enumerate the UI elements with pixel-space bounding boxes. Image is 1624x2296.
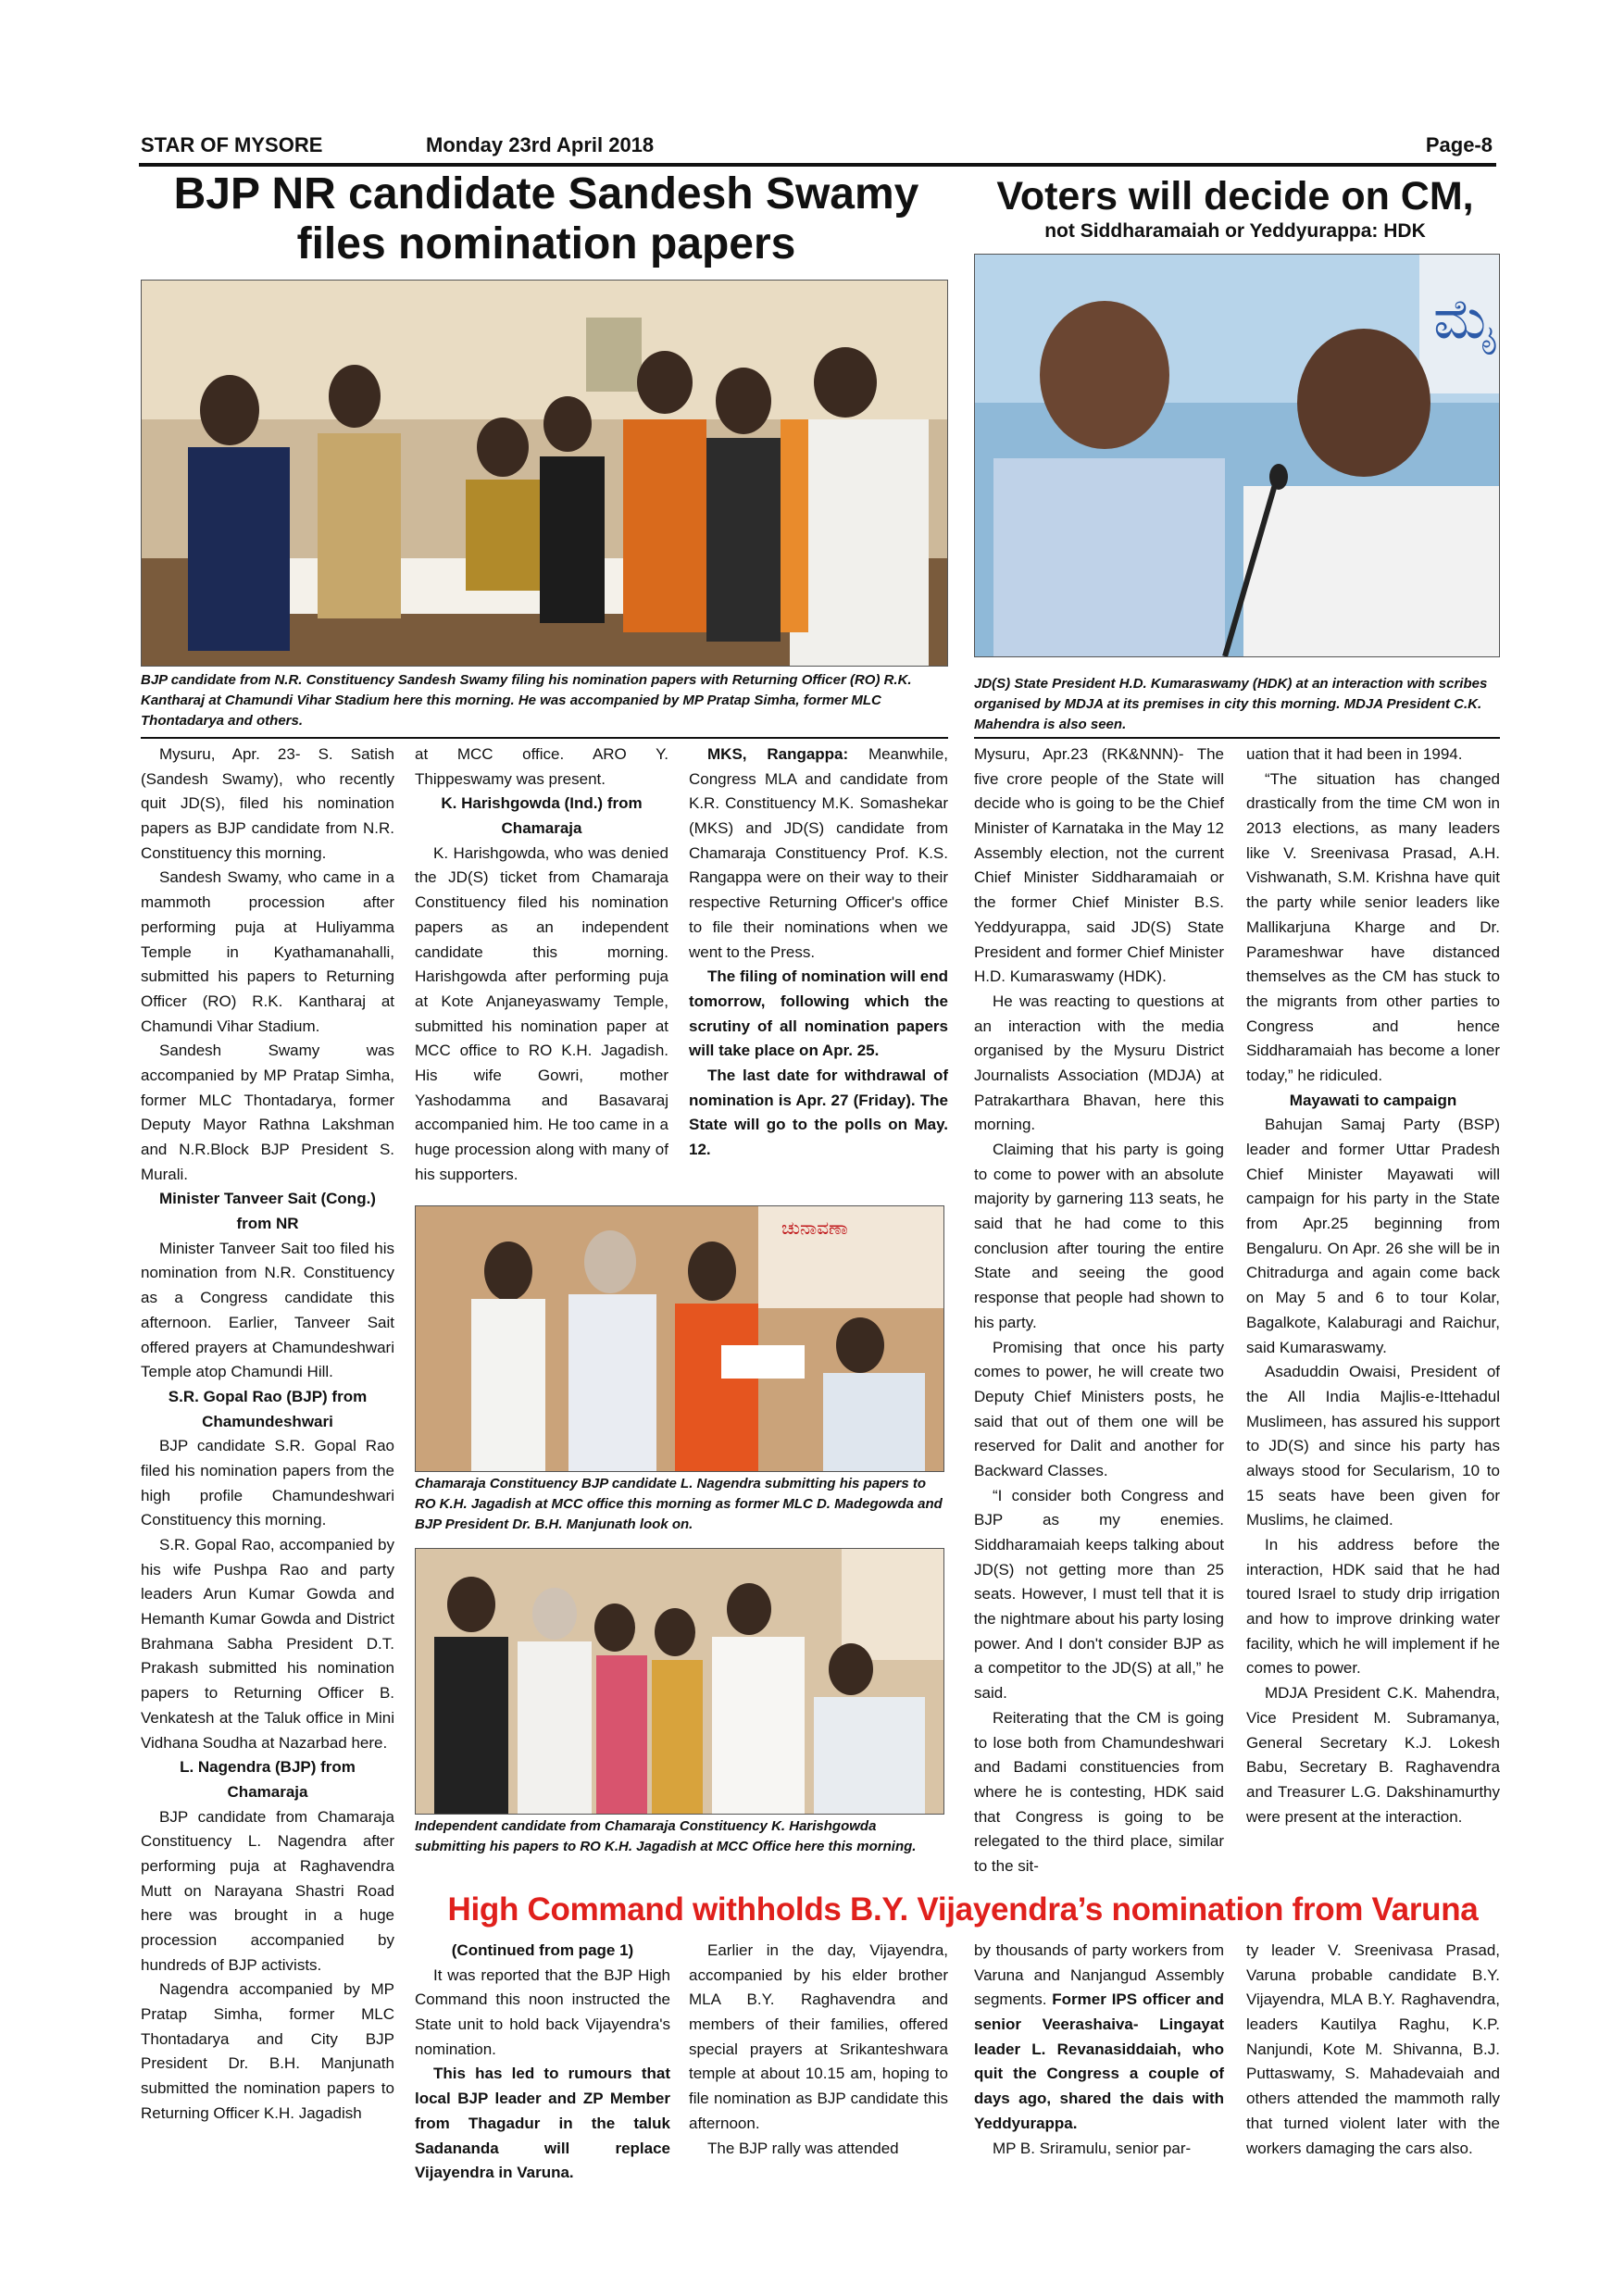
subhead-gopal-rao: S.R. Gopal Rao (BJP) from Chamundeshwari bbox=[168, 1387, 368, 1430]
hdk-photo bbox=[974, 254, 1500, 657]
paragraph: Meanwhile, Congress MLA and candidate from K.R. Constituency M.K. Somashekar (MKS) and JD(S) candidate from Chamaraja Constituency Prof. K.S. Rangappa were on their way to their respective Returning Officer's office to file their nominations when we went to the Press. bbox=[689, 745, 948, 961]
caption-rule-right bbox=[974, 737, 1500, 739]
paragraph: Claiming that his party is going to come to power with an absolute majority by garnering 113 seats, he said that he had come to this conclusion after touring the entire State and seeing the good response that people had shown to his party. bbox=[974, 1141, 1224, 1331]
paragraph: S.R. Gopal Rao, accompanied by his wife Pushpa Rao and party leaders Arun Kumar Gowda and Hemanth Kumar Gowda and District Brahmana Sabha President D.T. Prakash submitted his nomination papers to Returning Officer B. Venkatesh at the Taluk office in Mini Vidhana Soudha at Nazarbad here. bbox=[141, 1536, 394, 1752]
issue-date: Monday 23rd April 2018 bbox=[426, 133, 655, 156]
paragraph: Mysuru, Apr. 23- S. Satish (Sandesh Swamy), who recently quit JD(S), filed his nomination papers as BJP candidate from N.R. Constituency this morning. bbox=[141, 745, 394, 862]
left-story-column-1 bbox=[141, 742, 394, 2127]
masthead bbox=[139, 130, 1496, 167]
harishgowda-photo bbox=[415, 1548, 944, 1815]
paragraph: The filing of nomination will end tomorrow, following which the scrutiny of all nomination papers will take place on Apr. 25. bbox=[689, 967, 948, 1060]
left-headline-line2: files nomination papers bbox=[296, 218, 796, 268]
paragraph: Sandesh Swamy was accompanied by MP Pratap Simha, former MLC Thontadarya, former Deputy Mayor Rathna Lakshman and N.R.Block BJP President S. Murali. bbox=[141, 1042, 394, 1183]
left-headline-line1: BJP NR candidate Sandesh Swamy bbox=[173, 169, 919, 218]
paragraph: Reiterating that the CM is going to lose both from Chamundeshwari and Badami constituencies from where he is contesting, HDK said that Congress is going to be relegated to the third place, similar to the sit- bbox=[974, 1708, 1224, 1875]
paragraph: In his address before the interaction, HDK said that he had toured Israel to study drip irrigation and how to improve drinking water facility, which he will implement if he comes to power. bbox=[1246, 1536, 1500, 1678]
paragraph: “The situation has changed drastically from the time CM won in 2013 elections, as many leaders like V. Sreenivasa Prasad, A.H. Vishwanath, S.M. Krishna have quit the party while senior leaders like Mallikarjuna Kharge and Dr. Parameshwar have distanced themselves as the CM has stuck to the migrants from other parties to Congress and hence Siddharamaiah has become a loner today,” he ridiculed. bbox=[1246, 769, 1500, 1084]
right-headline: Voters will decide on CM, bbox=[996, 174, 1474, 218]
vijayendra-column-2 bbox=[689, 1939, 948, 2161]
nomination-photo bbox=[141, 280, 948, 667]
right-subhead: not Siddharamaiah or Yeddyurappa: HDK bbox=[1044, 220, 1426, 242]
paragraph: It was reported that the BJP High Command this noon instructed the State unit to hold back Vijayendra's nomination. bbox=[415, 1965, 670, 2058]
paragraph: BJP candidate S.R. Gopal Rao filed his nomination papers from the high profile Chamundeshwari Constituency this morning. bbox=[141, 1437, 394, 1529]
rangappa-lead: MKS, Rangappa: bbox=[707, 745, 849, 763]
left-story-column-2 bbox=[415, 742, 668, 1187]
subhead-mayawati: Mayawati to campaign bbox=[1289, 1091, 1457, 1109]
paragraph: Earlier in the day, Vijayendra, accompanied by his elder brother MLA B.Y. Raghavendra and members of their families, offered special prayers at Srikanteshwara temple at about 10.15 am, hoping to file nomination as BJP candidate this afternoon. bbox=[689, 1941, 948, 2132]
page-number: Page-8 bbox=[1425, 133, 1493, 156]
paragraph: Bahujan Samaj Party (BSP) leader and former Uttar Pradesh Chief Minister Mayawati will campaign for his party in the State from Apr.25 beginning from Bengaluru. On Apr. 26 she will be in Chitradurga and again come back on May 5 and 6 to tour Kolar, Bagalkote, Kalaburagi and Raichur, said Kumaraswamy. bbox=[1246, 1116, 1500, 1356]
paragraph: ty leader V. Sreenivasa Prasad, Varuna probable candidate B.Y. Vijayendra, MLA B.Y. Raghavendra, leaders Kautilya Raghu, K.P. Nanjundi, Kote M. Shivanna, B.J. Puttaswamy, S. Mahadevaiah and others attended the mammoth rally that turned violent later with the workers damaging the cars also. bbox=[1246, 1941, 1500, 2157]
paragraph: uation that it had been in 1994. bbox=[1246, 745, 1463, 763]
paragraph: MP B. Sriramulu, senior par- bbox=[993, 2139, 1192, 2157]
subhead-tanveer-sait: Minister Tanveer Sait (Cong.) from NR bbox=[159, 1190, 376, 1233]
paragraph: Asaduddin Owaisi, President of the All India Majlis-e-Ittehadul Muslimeen, has assured his support to JD(S) and since his party has always stood for Secularism, 10 to 15 seats have been given for Muslims, he claimed. bbox=[1246, 1363, 1500, 1529]
vijayendra-column-1 bbox=[415, 1939, 670, 2186]
harishgowda-photo-caption: Independent candidate from Chamaraja Constituency K. Harishgowda submitting his papers to RO K.H. Jagadish at MCC Office here this morning. bbox=[415, 1818, 917, 1854]
caption-rule-left bbox=[141, 737, 948, 739]
hdk-photo-caption: JD(S) State President H.D. Kumaraswamy (HDK) at an interaction with scribes organised by MDJA at its premises in city this morning. MDJA President C.K. Mahendra is also seen. bbox=[974, 676, 1488, 732]
paragraph: The BJP rally was attended bbox=[707, 2139, 899, 2157]
left-headline bbox=[139, 169, 954, 269]
paragraph: He was reacting to questions at an interaction with the media organised by the Mysuru District Journalists Association (MDJA) at Patrakarthara Bhavan, here this morning. bbox=[974, 992, 1224, 1134]
paragraph: MDJA President C.K. Mahendra, Vice President M. Subramanya, General Secretary K.J. Lokesh Babu, Secretary B. Raghavendra and Treasurer L.G. Dakshinamurthy were present at the interaction. bbox=[1246, 1684, 1500, 1826]
paragraph: K. Harishgowda, who was denied the JD(S) ticket from Chamaraja Constituency filed his nomination papers as an independent candidate this morning. Harishgowda after performing puja at Kote Anjaneyaswamy Temple, submitted his nomination paper at MCC office to RO K.H. Jagadish. His wife Gowri, mother Yashodamma and Basavaraj accompanied him. He too came in a huge procession along with many of his supporters. bbox=[415, 843, 668, 1183]
right-story-column-1 bbox=[974, 742, 1224, 1879]
paragraph: BJP candidate from Chamaraja Constituency L. Nagendra after performing puja at Raghavendra Mutt on Narayana Shastri Road here was brought in a huge procession accompanied by hundreds of BJP activists. bbox=[141, 1807, 394, 1974]
continued-label: (Continued from page 1) bbox=[451, 1941, 634, 1959]
paragraph: by thousands of party workers from Varuna and Nanjangud Assembly segments. bbox=[974, 1941, 1224, 2009]
subhead-nagendra: L. Nagendra (BJP) from Chamaraja bbox=[180, 1758, 356, 1801]
revanasiddaiah-text: Former IPS officer and senior Veerashaiva- Lingayat leader L. Revanasiddaiah, who quit the Congress a couple of days ago, shared the dais with Yeddyurappa. bbox=[974, 1990, 1224, 2132]
nagendra-photo-caption: Chamaraja Constituency BJP candidate L. Nagendra submitting his papers to RO K.H. Jagadish at MCC office this morning as former MLC D. Madegowda and BJP President Dr. B.H. Manjunath look on. bbox=[415, 1476, 943, 1532]
paragraph: at MCC office. ARO Y. Thippeswamy was present. bbox=[415, 745, 668, 788]
svg-text:ಚುನಾವಣಾ: ಚುನಾವಣಾ bbox=[781, 1217, 848, 1239]
paper-name: STAR OF MYSORE bbox=[141, 133, 323, 156]
paragraph: Mysuru, Apr.23 (RK&NNN)- The five crore people of the State will decide who is going to be the Chief Minister of Karnataka in the May 12 Assembly election, not the current Chief Minister Siddharamaiah or the former Chief Minister B.S. Yeddyurappa, said JD(S) State President and former Chief Minister H.D. Kumaraswamy (HDK). bbox=[974, 745, 1224, 986]
vijayendra-headline: High Command withholds B.Y. Vijayendra’s nomination from Varuna bbox=[447, 1891, 1479, 1928]
svg-text:ಮೈ: ಮೈ bbox=[1433, 287, 1498, 352]
nomination-photo-caption: BJP candidate from N.R. Constituency Sandesh Swamy filing his nomination papers with Returning Officer (RO) R.K. Kantharaj at Chamundi Vihar Stadium here this morning. He was accompanied by MP Pratap Simha, former MLC Thontadarya and others. bbox=[141, 672, 912, 729]
vijayendra-column-4 bbox=[1246, 1939, 1500, 2161]
paragraph: Nagendra accompanied by MP Pratap Simha, former MLC Thontadarya and City BJP President Dr. B.H. Manjunath submitted the nomination papers to Returning Officer K.H. Jagadish bbox=[141, 1980, 394, 2122]
paragraph: The last date for withdrawal of nomination is Apr. 27 (Friday). The State will go to the polls on May. 12. bbox=[689, 1066, 948, 1158]
nagendra-photo bbox=[415, 1205, 944, 1472]
paragraph: Promising that once his party comes to power, he will create two Deputy Chief Ministers posts, he said that out of them one will be reserved for Dalit and another for Backward Classes. bbox=[974, 1338, 1224, 1479]
vijayendra-column-3 bbox=[974, 1939, 1224, 2161]
right-story-column-2 bbox=[1246, 742, 1500, 1829]
paragraph: Minister Tanveer Sait too filed his nomination from N.R. Constituency as a Congress candidate this afternoon. Earlier, Tanveer Sait offered prayers at Chamundeshwari Temple atop Chamundi Hill. bbox=[141, 1239, 394, 1381]
paragraph: “I consider both Congress and BJP as my enemies. Siddharamaiah keeps talking about JD(S) not getting more than 25 seats. However, I must tell that it is the nightmare about his party losing power. And I don't consider BJP as a competitor to the JD(S) at all,” he said. bbox=[974, 1486, 1224, 1703]
subhead-harishgowda: K. Harishgowda (Ind.) from Chamaraja bbox=[441, 794, 643, 838]
left-story-column-3 bbox=[689, 742, 948, 1163]
paragraph: Sandesh Swamy, who came in a mammoth procession after performing puja at Huliyamma Temple in Kyathamanahalli, submitted his papers to Returning Officer (RO) R.K. Kantharaj at Chamundi Vihar Stadium. bbox=[141, 868, 394, 1035]
paragraph: This has led to rumours that local BJP leader and ZP Member from Thagadur in the taluk Sadananda will replace Vijayendra in Varuna. bbox=[415, 2065, 670, 2182]
